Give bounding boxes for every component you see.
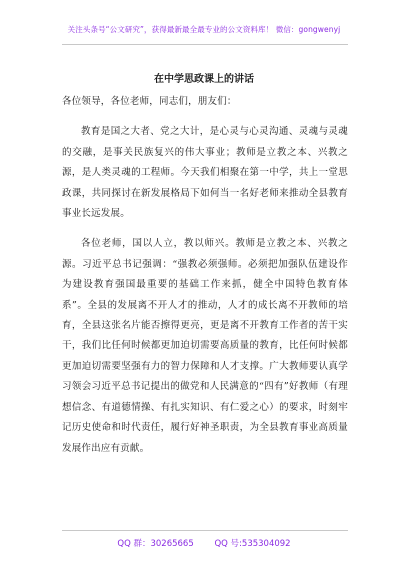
header-divider xyxy=(62,44,348,45)
footer xyxy=(0,537,408,549)
page-title: 在中学思政课上的讲话 xyxy=(154,74,254,85)
footer-qq-group: QQ 群：30265665 xyxy=(117,539,194,549)
greeting: 各位领导，各位老师，同志们，朋友们： xyxy=(62,96,237,107)
footer-divider xyxy=(62,530,348,531)
header-banner: 关注头条号“公文研究”，获得最新最全最专业的公文资料库！ 微信：gongwenyj xyxy=(67,25,341,34)
paragraph-1: 教育是国之大者、党之大计，是心灵与心灵沟通、灵魂与灵魂的交融，是事关民族复兴的伟大事业；教师是立教之本、兴教之源，是人类灵魂的工程师。今天我们相聚在第一中学，共上一堂思政课，共同探讨在新发展格局下如何当一名好老师来推动全县教育事业长远发展。 xyxy=(62,126,348,220)
document-body xyxy=(62,92,348,459)
paragraph-2: 各位老师，国以人立，教以师兴。教师是立教之本、兴教之源。习近平总书记强调：“强教必须强师。必须把加强队伍建设作为建设教育强国最重要的基础工作来抓，健全中国特色教育体系”。全县的发展离不开人才的推动，人才的成长离不开教师的培育，全县这张名片能否擦得更亮，更是离不开教育工作者的苦干实干，我们比任何时候都更加迫切需要高质量的教育，比任何时候都更加迫切需要坚强有力的智力保障和人才支撑。广大教师要认真学习领会习近平总书记提出的做党和人民满意的“四有”好教师（有理想信念、有道德情操、有扎实知识、有仁爱之心）的要求，时刻牢记历史使命和时代责任，履行好神圣职责，为全县教育事业高质量发展作出应有贡献。 xyxy=(62,238,348,454)
footer-qq-number: QQ 号:535304092 xyxy=(214,539,291,549)
